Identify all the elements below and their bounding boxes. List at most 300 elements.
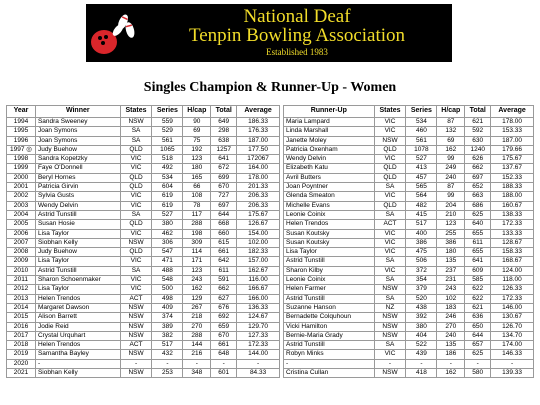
score-cell: 534 — [152, 173, 183, 182]
score-cell: - — [465, 359, 491, 368]
score-cell: 172067 — [237, 155, 280, 164]
winner-name-cell: Lisa Taylor — [35, 229, 120, 238]
banner-line-2: Tenpin Bowling Association — [188, 25, 406, 46]
winner-name-cell: Joan Symons — [35, 127, 120, 136]
score-cell: 172.33 — [491, 220, 534, 229]
score-cell: 114 — [183, 248, 211, 257]
score-cell: 123 — [183, 155, 211, 164]
score-cell: 204 — [437, 201, 465, 210]
score-cell: 127.33 — [237, 331, 280, 340]
winner-name-cell: Patricia Girvin — [35, 183, 120, 192]
score-cell: 78 — [183, 201, 211, 210]
year-cell: 2000 — [7, 173, 36, 182]
score-cell: 409 — [152, 303, 183, 312]
winner-name-cell: Joan Symons — [35, 136, 120, 145]
table-row — [7, 238, 280, 247]
column-header: H/cap — [437, 106, 465, 118]
score-cell: 348 — [183, 369, 211, 378]
score-cell: 529 — [152, 127, 183, 136]
score-cell: 389 — [152, 322, 183, 331]
association-banner — [86, 4, 452, 62]
score-cell: 622 — [465, 285, 491, 294]
page-title: Singles Champion & Runner-Up - Women — [143, 80, 397, 95]
year-cell: 2010 — [7, 266, 36, 275]
state-cell: NSW — [120, 331, 152, 340]
score-cell: 218 — [183, 313, 211, 322]
score-cell: 182.33 — [237, 248, 280, 257]
state-cell: NSW — [120, 350, 152, 359]
runner-up-name-cell: Bernie-Maria Grady — [284, 331, 375, 340]
score-cell: 157.00 — [237, 257, 280, 266]
table-row — [7, 303, 280, 312]
banner-line-1: National Deaf — [243, 6, 351, 27]
table-row — [7, 118, 280, 127]
score-cell: 118.00 — [491, 276, 534, 285]
table-row — [284, 118, 534, 127]
winner-name-cell: Jodie Reid — [35, 322, 120, 331]
winner-name-cell: Sharon Schoenmaker — [35, 276, 120, 285]
state-cell: VIC — [374, 238, 406, 247]
state-cell: VIC — [374, 118, 406, 127]
score-cell: 561 — [152, 136, 183, 145]
table-row — [284, 350, 534, 359]
score-cell: 439 — [406, 350, 437, 359]
table-row — [7, 276, 280, 285]
state-cell: QLD — [374, 201, 406, 210]
runner-up-name-cell: Sharon Kilby — [284, 266, 375, 275]
score-cell: 415 — [406, 210, 437, 219]
table-row — [284, 238, 534, 247]
runner-up-name-cell: Vicki Hamilton — [284, 322, 375, 331]
score-cell: 659 — [211, 322, 237, 331]
score-cell: 640 — [465, 220, 491, 229]
score-cell: 615 — [211, 238, 237, 247]
year-cell: 2013 — [7, 294, 36, 303]
runner-up-name-cell: Astrid Tunstill — [284, 341, 375, 350]
table-row — [284, 303, 534, 312]
score-cell: 126.33 — [491, 285, 534, 294]
year-cell: 1995 — [7, 127, 36, 136]
score-cell: 641 — [465, 257, 491, 266]
state-cell: NSW — [374, 331, 406, 340]
state-cell: VIC — [374, 155, 406, 164]
state-cell: VIC — [120, 257, 152, 266]
score-cell: 601 — [211, 369, 237, 378]
column-header: Total — [211, 106, 237, 118]
score-cell: 187.00 — [237, 136, 280, 145]
score-cell: 206.33 — [237, 192, 280, 201]
table-row — [7, 341, 280, 350]
table-row — [7, 294, 280, 303]
score-cell: 662 — [211, 285, 237, 294]
score-cell: 660 — [211, 229, 237, 238]
winner-name-cell: Alison Barrett — [35, 313, 120, 322]
table-row — [7, 350, 280, 359]
column-header: Winner — [35, 106, 120, 118]
state-cell: NSW — [120, 322, 152, 331]
table-row — [7, 359, 280, 368]
column-header: States — [120, 106, 152, 118]
state-cell: SA — [374, 257, 406, 266]
score-cell: 564 — [406, 192, 437, 201]
score-cell: 641 — [211, 155, 237, 164]
score-cell: 298 — [211, 127, 237, 136]
winner-name-cell: Sylvia Gusts — [35, 192, 120, 201]
runner-up-name-cell: Susan Koutsky — [284, 229, 375, 238]
score-cell: 174.00 — [491, 341, 534, 350]
state-cell: QLD — [120, 183, 152, 192]
winner-name-cell: Helen Trendos — [35, 294, 120, 303]
score-cell: 146.00 — [491, 303, 534, 312]
runners-up-table — [283, 105, 534, 378]
year-cell: 2018 — [7, 341, 36, 350]
state-cell: - — [374, 359, 406, 368]
score-cell: 87 — [437, 183, 465, 192]
score-cell: 1240 — [465, 145, 491, 154]
table-row — [284, 220, 534, 229]
runner-up-name-cell: Astrid Tunstill — [284, 257, 375, 266]
score-cell: 380 — [406, 322, 437, 331]
score-cell: 243 — [183, 276, 211, 285]
state-cell: SA — [120, 266, 152, 275]
score-cell: 625 — [465, 210, 491, 219]
winner-name-cell: Judy Buehow — [35, 248, 120, 257]
score-cell: - — [211, 359, 237, 368]
score-cell: 186.33 — [237, 118, 280, 127]
runner-up-name-cell: Robyn Minks — [284, 350, 375, 359]
score-cell: 129.70 — [237, 322, 280, 331]
score-cell: 270 — [437, 322, 465, 331]
score-cell: 201.33 — [237, 183, 280, 192]
score-cell: 625 — [465, 350, 491, 359]
column-header: Runner-Up — [284, 106, 375, 118]
score-cell: 172.33 — [491, 294, 534, 303]
score-cell: 186 — [437, 350, 465, 359]
state-cell: QLD — [120, 145, 152, 154]
score-cell: 166.00 — [237, 294, 280, 303]
score-cell: 585 — [465, 276, 491, 285]
table-row — [7, 331, 280, 340]
score-cell: 627 — [211, 294, 237, 303]
table-row — [284, 266, 534, 275]
winner-name-cell: Margaret Dawson — [35, 303, 120, 312]
state-cell: NSW — [120, 118, 152, 127]
score-cell: 438 — [406, 303, 437, 312]
table-row — [7, 210, 280, 219]
score-cell: 392 — [406, 313, 437, 322]
runner-up-name-cell: - — [284, 359, 375, 368]
score-cell: 102 — [437, 294, 465, 303]
year-cell: 1994 — [7, 118, 36, 127]
state-cell: ACT — [374, 220, 406, 229]
state-cell: SA — [374, 210, 406, 219]
column-header: H/cap — [183, 106, 211, 118]
winner-name-cell: Beryl Hornes — [35, 173, 120, 182]
score-cell: 475 — [406, 248, 437, 257]
runner-up-name-cell: Lisa Taylor — [284, 248, 375, 257]
score-cell: 144.00 — [237, 350, 280, 359]
score-cell: 309 — [183, 238, 211, 247]
year-cell: 2009 — [7, 257, 36, 266]
state-cell: VIC — [374, 248, 406, 257]
score-cell: 506 — [406, 257, 437, 266]
column-header: Average — [491, 106, 534, 118]
state-cell: SA — [374, 183, 406, 192]
score-cell: 306 — [152, 238, 183, 247]
state-cell: NSW — [374, 136, 406, 145]
table-row — [7, 164, 280, 173]
winner-name-cell: Astrid Tunstill — [35, 210, 120, 219]
score-cell: 90 — [183, 118, 211, 127]
score-cell: 192 — [183, 145, 211, 154]
state-cell: NSW — [374, 285, 406, 294]
state-cell: VIC — [120, 192, 152, 201]
winner-name-cell: Lisa Taylor — [35, 285, 120, 294]
score-cell: 154.00 — [237, 229, 280, 238]
table-row — [284, 127, 534, 136]
table-row — [7, 248, 280, 257]
score-cell: 644 — [465, 331, 491, 340]
score-cell: 457 — [406, 173, 437, 182]
score-cell: - — [406, 359, 437, 368]
score-cell: 527 — [152, 210, 183, 219]
state-cell: - — [120, 359, 152, 368]
score-cell: - — [183, 359, 211, 368]
score-cell: 661 — [211, 341, 237, 350]
score-cell: 547 — [152, 248, 183, 257]
score-cell: 133.33 — [491, 229, 534, 238]
score-cell: - — [491, 359, 534, 368]
state-cell: ACT — [120, 294, 152, 303]
score-cell: 630 — [465, 136, 491, 145]
winner-name-cell: Faye O'Donnell — [35, 164, 120, 173]
score-cell: 522 — [406, 341, 437, 350]
score-cell: 386 — [437, 238, 465, 247]
table-row — [284, 294, 534, 303]
score-cell: 288 — [183, 220, 211, 229]
score-cell: 135 — [437, 341, 465, 350]
table-row — [7, 285, 280, 294]
score-cell: 527 — [406, 155, 437, 164]
score-cell: 162 — [437, 145, 465, 154]
score-cell: 175.67 — [491, 155, 534, 164]
score-cell: 249 — [437, 164, 465, 173]
table-row — [284, 136, 534, 145]
state-cell: QLD — [120, 173, 152, 182]
score-cell: 130.67 — [491, 313, 534, 322]
table-row — [284, 313, 534, 322]
score-cell: 672 — [211, 164, 237, 173]
score-cell: 580 — [465, 369, 491, 378]
score-cell: 650 — [465, 322, 491, 331]
runner-up-name-cell: Linda Marshall — [284, 127, 375, 136]
score-cell: 655 — [465, 229, 491, 238]
score-cell: 611 — [211, 266, 237, 275]
state-cell: NSW — [374, 322, 406, 331]
score-cell: 692 — [211, 313, 237, 322]
state-cell: NSW — [120, 369, 152, 378]
runner-up-name-cell: Bernadette Colquhoun — [284, 313, 375, 322]
table-row — [7, 313, 280, 322]
table-row — [284, 145, 534, 154]
score-cell: 611 — [465, 238, 491, 247]
state-cell: QLD — [374, 145, 406, 154]
score-cell: 676 — [211, 303, 237, 312]
state-cell: VIC — [120, 285, 152, 294]
score-cell: 162.67 — [237, 266, 280, 275]
score-cell: 99 — [437, 192, 465, 201]
score-cell: 165 — [183, 173, 211, 182]
state-cell: SA — [120, 127, 152, 136]
score-cell: 134.70 — [491, 331, 534, 340]
year-cell: 2004 — [7, 210, 36, 219]
score-cell: 520 — [406, 294, 437, 303]
score-cell: 166.67 — [237, 285, 280, 294]
table-row — [7, 201, 280, 210]
score-cell: 642 — [211, 257, 237, 266]
score-cell: 609 — [465, 266, 491, 275]
score-cell: 144 — [183, 341, 211, 350]
table-row — [284, 201, 534, 210]
score-cell: 482 — [406, 201, 437, 210]
state-cell: SA — [120, 136, 152, 145]
score-cell: 69 — [183, 127, 211, 136]
score-cell: 146.33 — [491, 350, 534, 359]
runner-up-name-cell: Astrid Tunstill — [284, 294, 375, 303]
table-row — [7, 127, 280, 136]
runner-up-name-cell: Maria Lampard — [284, 118, 375, 127]
score-cell: 206.33 — [237, 201, 280, 210]
score-cell: - — [237, 359, 280, 368]
state-cell: VIC — [374, 266, 406, 275]
score-cell: - — [437, 359, 465, 368]
table-row — [284, 192, 534, 201]
table-row — [7, 192, 280, 201]
runner-up-name-cell: Cristina Cullan — [284, 369, 375, 378]
table-row — [7, 136, 280, 145]
table-row — [7, 257, 280, 266]
score-cell: 591 — [211, 276, 237, 285]
state-cell: VIC — [120, 155, 152, 164]
state-cell: SA — [374, 276, 406, 285]
score-cell: 179.66 — [491, 145, 534, 154]
score-cell: 559 — [152, 118, 183, 127]
table-row — [7, 220, 280, 229]
state-cell: NZ — [374, 303, 406, 312]
state-cell: QLD — [120, 220, 152, 229]
score-cell: 621 — [465, 303, 491, 312]
runner-up-name-cell: Glenda Smeaton — [284, 192, 375, 201]
score-cell: 75 — [183, 136, 211, 145]
column-header: Total — [465, 106, 491, 118]
score-cell: 561 — [406, 136, 437, 145]
year-cell: 1998 — [7, 155, 36, 164]
table-row — [284, 155, 534, 164]
table-row — [284, 173, 534, 182]
winner-name-cell: Lisa Taylor — [35, 257, 120, 266]
state-cell: VIC — [374, 127, 406, 136]
runner-up-name-cell: Leonie Coinix — [284, 210, 375, 219]
score-cell: 517 — [152, 341, 183, 350]
year-cell: 2015 — [7, 313, 36, 322]
state-cell: SA — [374, 294, 406, 303]
score-cell: 374 — [152, 313, 183, 322]
winner-name-cell: Wendy Delvin — [35, 201, 120, 210]
column-header: Series — [406, 106, 437, 118]
score-cell: 255 — [437, 229, 465, 238]
score-cell: 686 — [465, 201, 491, 210]
score-cell: 158.33 — [491, 248, 534, 257]
score-cell: 128.67 — [491, 238, 534, 247]
score-cell: 152.33 — [491, 173, 534, 182]
score-cell: 727 — [211, 192, 237, 201]
score-cell: 216 — [183, 350, 211, 359]
score-cell: 135 — [437, 257, 465, 266]
score-cell: 139.33 — [491, 369, 534, 378]
score-cell: 670 — [211, 183, 237, 192]
score-cell: 649 — [211, 118, 237, 127]
score-cell: 462 — [152, 229, 183, 238]
column-header: Average — [237, 106, 280, 118]
score-cell: 126.67 — [237, 220, 280, 229]
year-cell: 2002 — [7, 192, 36, 201]
score-cell: 644 — [211, 210, 237, 219]
state-cell: NSW — [374, 313, 406, 322]
score-cell: 180 — [437, 248, 465, 257]
runner-up-name-cell: Helen Trendos — [284, 220, 375, 229]
score-cell: 69 — [437, 136, 465, 145]
score-cell: 662 — [465, 164, 491, 173]
score-cell: 237 — [437, 266, 465, 275]
score-cell: 124.00 — [491, 266, 534, 275]
score-cell: 253 — [152, 369, 183, 378]
runner-up-name-cell: Joan Poyntner — [284, 183, 375, 192]
score-cell: 592 — [465, 127, 491, 136]
score-cell: 413 — [406, 164, 437, 173]
state-cell: QLD — [120, 248, 152, 257]
state-cell: VIC — [120, 201, 152, 210]
winner-name-cell: Susan Hosie — [35, 220, 120, 229]
score-cell: 432 — [152, 350, 183, 359]
score-cell: 178.00 — [491, 118, 534, 127]
state-cell: NSW — [120, 238, 152, 247]
score-cell: 288 — [183, 331, 211, 340]
score-cell: 66 — [183, 183, 211, 192]
score-cell: 270 — [183, 322, 211, 331]
runner-up-name-cell: Janette Moley — [284, 136, 375, 145]
score-cell: 137.67 — [491, 164, 534, 173]
state-cell: VIC — [120, 229, 152, 238]
score-cell: 382 — [152, 331, 183, 340]
score-cell: 243 — [437, 285, 465, 294]
score-cell: 162 — [437, 369, 465, 378]
table-row — [7, 145, 280, 154]
table-row — [7, 266, 280, 275]
table-row — [284, 276, 534, 285]
year-cell: 2006 — [7, 229, 36, 238]
score-cell: 240 — [437, 173, 465, 182]
state-cell: VIC — [120, 276, 152, 285]
runner-up-name-cell: Helen Farmer — [284, 285, 375, 294]
score-cell: 188.00 — [491, 192, 534, 201]
state-cell: VIC — [374, 350, 406, 359]
state-cell: VIC — [120, 164, 152, 173]
column-header: States — [374, 106, 406, 118]
score-cell: 636 — [465, 313, 491, 322]
score-cell: 460 — [406, 127, 437, 136]
runner-up-name-cell: Patricia Oxenham — [284, 145, 375, 154]
score-cell: 661 — [211, 248, 237, 257]
